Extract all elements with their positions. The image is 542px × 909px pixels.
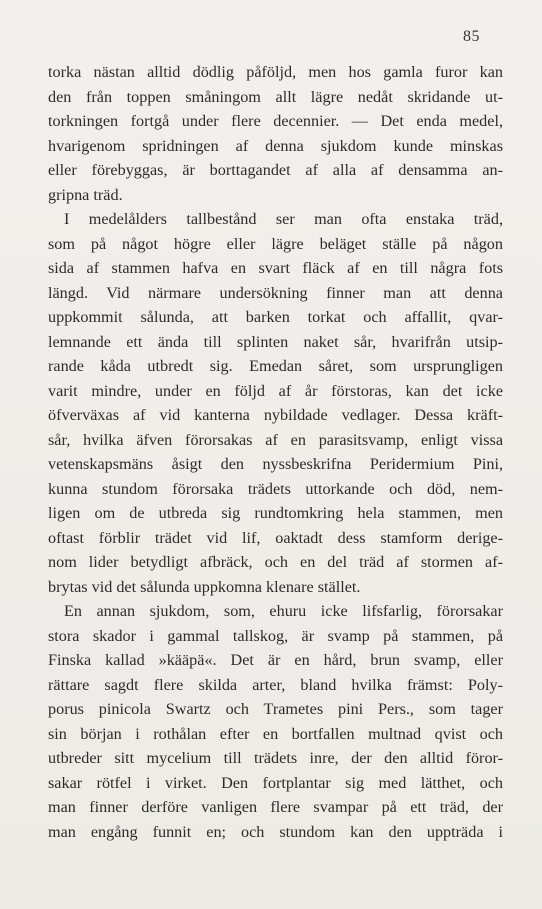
text-line: rättare sagdt flere skilda arter, bland hvilka främst: Poly- (48, 675, 503, 694)
text-line: sakar rötfel i virket. Den fortplantar sig med lätthet, och (48, 773, 503, 792)
text-line: oftast förblir trädet vid lif, oaktadt dess stamform derige- (48, 528, 503, 547)
text-line: ligen om de utbreda sig rundtomkring hela stammen, men (48, 504, 503, 522)
text-line: varit mindre, under en följd af år förstoras, kan det icke (48, 381, 503, 400)
text-line: man finner derföre vanligen flere svampar på ett träd, der (48, 798, 503, 816)
text-line: längd. Vid närmare undersökning finner man att denna (48, 283, 503, 302)
text-line: den från toppen småningom allt lägre nedåt skridande ut- (48, 87, 503, 106)
text-line: uppkommit sålunda, att barken torkat och affallit, qvar- (48, 308, 503, 326)
text-line: torkningen fortgå under flere decennier. — Det enda medel, (48, 112, 503, 130)
text-line: I medelålders tallbestånd ser man ofta enstaka träd, (64, 210, 503, 228)
text-line: man engång funnit en; och stundom kan den uppträda i (48, 822, 503, 841)
text-line: utbreder sitt mycelium till trädets inre, der den alltid föror- (48, 749, 503, 767)
text-line: Finska kallad »kääpä«. Det är en hård, brun svamp, eller (48, 651, 503, 669)
text-line: nom lider betydligt afbräck, och en del träd af stormen af- (48, 553, 503, 571)
text-line: rande kåda utbredt sig. Emedan såret, som ursprungligen (48, 357, 503, 375)
text-line: sida af stammen hafva en svart fläck af en till några fots (48, 259, 503, 277)
text-line: sår, hvilka äfven förorsakas af en parasitsvamp, enligt vissa (48, 430, 503, 449)
text-line: porus pinicola Swartz och Trametes pini Pers., som tager (48, 700, 503, 718)
text-line: som på något högre eller lägre beläget ställe på någon (48, 234, 503, 253)
page-number: 85 (463, 28, 480, 45)
text-line: torka nästan alltid dödlig påföljd, men hos gamla furor kan (48, 63, 503, 81)
text-line: En annan sjukdom, som, ehuru icke lifsfarlig, förorsakar (64, 602, 503, 620)
text-line: gripna träd. (48, 185, 123, 204)
text-line: stora skador i gammal tallskog, är svamp på stammen, på (48, 626, 503, 645)
text-line: lemnande ett ända till splinten naket sår, hvarifrån utsip- (48, 332, 503, 351)
text-line: sin början i rothålan efter en bortfallen multnad qvist och (48, 724, 503, 743)
text-line: brytas vid det sålunda uppkomna klenare stället. (48, 577, 361, 596)
text-line: öfverväxas af vid kanterna nybildade vedlager. Dessa kräft- (48, 406, 503, 424)
text-line: hvarigenom spridningen af denna sjukdom kunde minskas (48, 136, 503, 155)
body-text (48, 60, 503, 844)
text-line: eller förebyggas, är borttagandet af alla af densamma an- (48, 161, 503, 179)
text-line: vetenskapsmäns åsigt den nyssbeskrifna Peridermium Pini, (48, 455, 503, 473)
text-line: kunna stundom förorsaka trädets uttorkande och död, nem- (48, 479, 503, 498)
